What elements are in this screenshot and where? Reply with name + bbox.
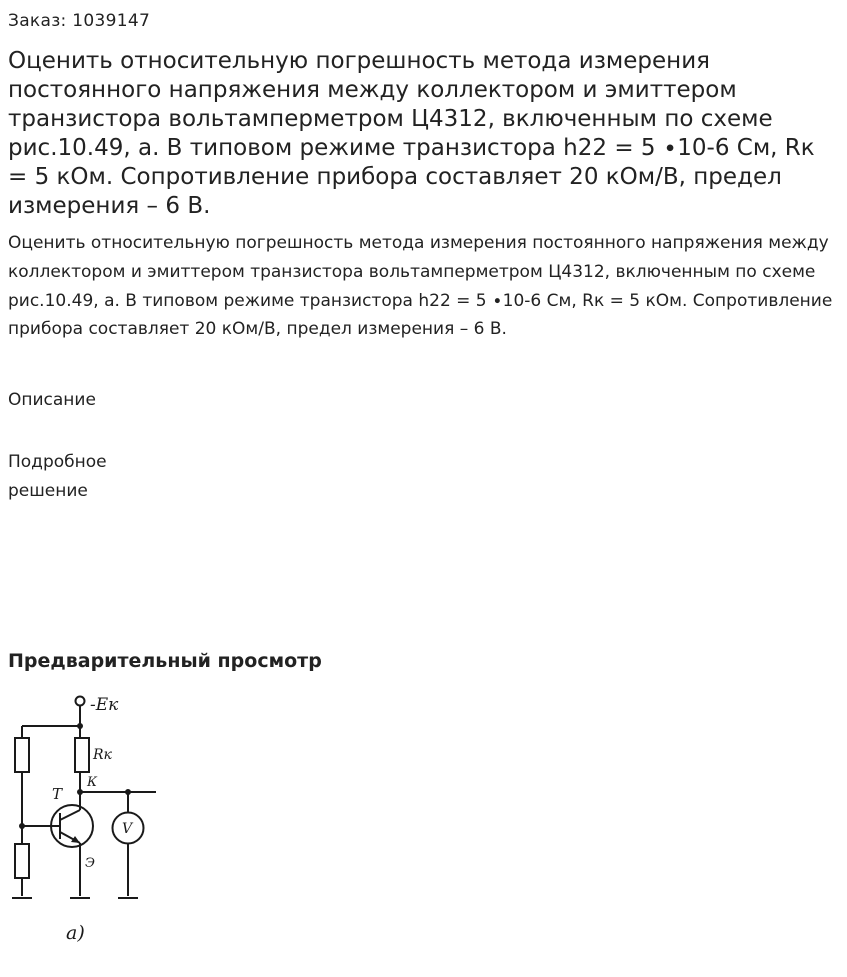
supply-terminal — [76, 697, 85, 706]
page-title: Оценить относительную погрешность метода измерения постоянного напряжения между коллектором и эмиттером транзистора вольтамперметром Ц4312, включенным по схеме рис.10.49, а. В типовом режиме транзистора h22 = 5 ∙10-6 См, Rк = 5 кОм. Сопротивление прибора составляет 20 кОм/В, предел измерения – 6 В. — [8, 48, 815, 219]
collector-resistor — [75, 738, 89, 772]
voltmeter-label: V — [122, 821, 133, 837]
order-number: Заказ: 1039147 — [8, 11, 151, 31]
bias-resistor-upper — [15, 738, 29, 772]
task-description: Оценить относительную погрешность метода измерения постоянного напряжения между коллектором и эмиттером транзистора вольтамперметром Ц4312, включенным по схеме рис.10.49, а. В типовом режиме транзистора h22 = 5 ∙10-6 См, Rк = 5 кОм. Сопротивление прибора составляет 20 кОм/В, предел измерения – 6 В. — [8, 233, 833, 340]
supply-label: -Eк — [90, 695, 119, 715]
figure-caption: а) — [66, 922, 85, 944]
bias-resistor-lower — [15, 844, 29, 878]
emitter-label: Э — [85, 856, 95, 871]
collector-resistor-label: Rк — [93, 747, 112, 763]
solution-label: Подробное решение — [8, 452, 107, 501]
collector-label: К — [87, 775, 98, 790]
circuit-schematic — [0, 680, 180, 960]
description-label: Описание — [8, 390, 96, 410]
preview-heading: Предварительный просмотр — [8, 650, 322, 672]
transistor-label: T — [52, 785, 63, 803]
